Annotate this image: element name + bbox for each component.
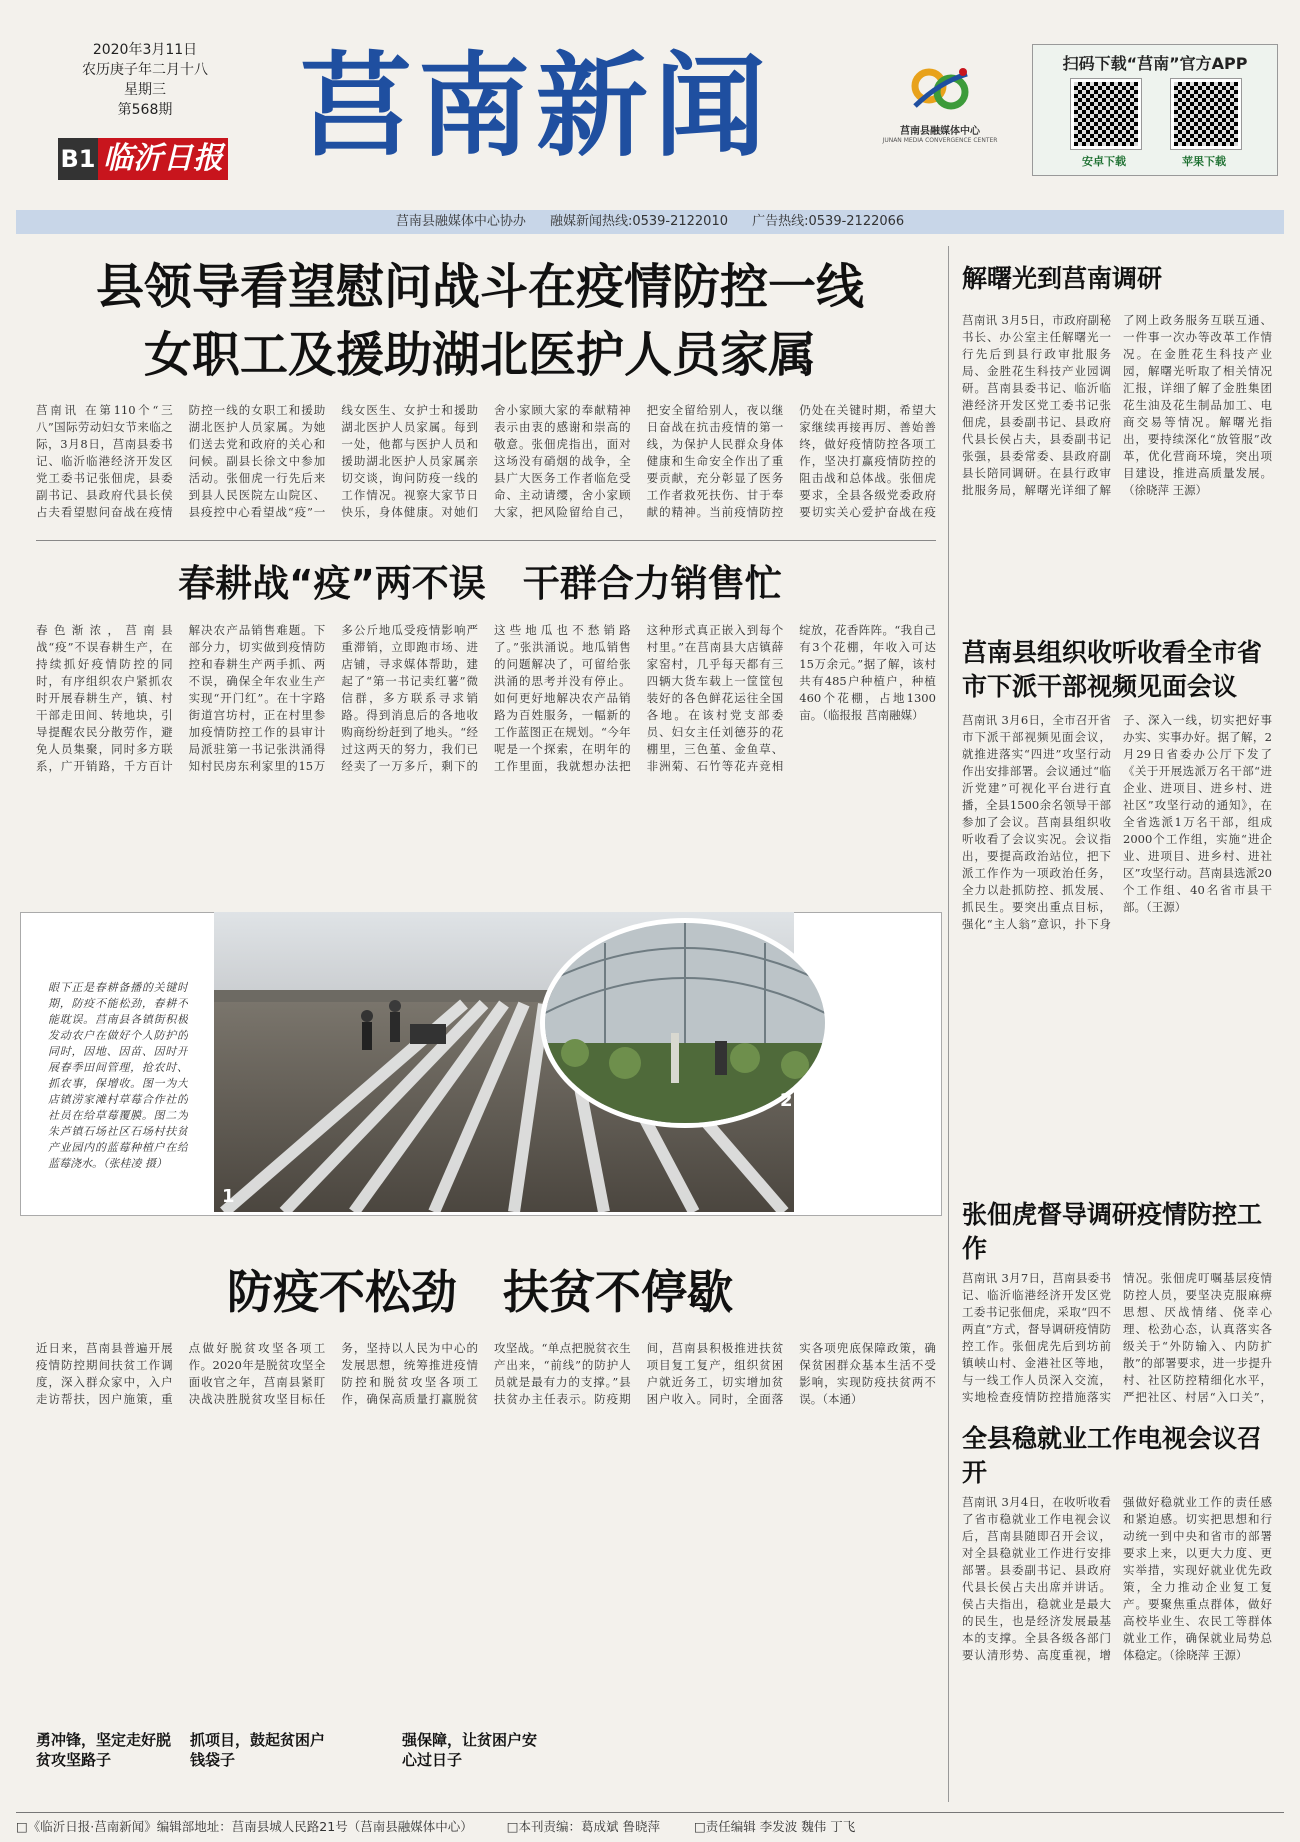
footer-proof: □责任编辑 李发波 魏伟 丁飞 — [693, 1819, 856, 1834]
lead-headline-2: 女职工及援助湖北医护人员家属 — [143, 327, 816, 383]
page-footer — [16, 1812, 1284, 1837]
footer-address: □《临沂日报·莒南新闻》编辑部地址：莒南县城人民路21号（莒南县融媒体中心） — [16, 1819, 473, 1834]
sidebar-article-4-body: 莒南讯 3月4日，在收听收看了省市稳就业工作电视会议后，莒南县随即召开会议，对全县稳就业工作进行安排部署。县委副书记、县政府代县长侯占夫出席并讲话。侯占夫指出，稳就业是最大的民生，也是经济发展最基本的支撑。全县各级各部门要认清形势、高度重视，增强做好稳就业工作的责任感和紧迫感。切实把思想和行动统一到中央和省市的部署要求上来，以更大力度、更实举措，实现好就业优先政策，全力推动企业复工复产。要聚焦重点群体，做好高校毕业生、农民工等群体就业工作，确保就业局势总体稳定。（徐晓萍 王源） — [962, 1495, 1272, 1662]
media-center-logo — [880, 62, 1000, 144]
sidebar-article-1-body: 莒南讯 3月5日，市政府副秘书长、办公室主任解曙光一行先后到县行政审批服务局、金胜花生科技产业园调研。莒南县委书记、临沂临港经济开发区党工委书记张佃虎，县委副书记、县政府代县长侯占夫，县委副书记张强，县委常委、县政府副县长陪同调研。在县行政审批服务局，解曙光详细了解了网上政务服务互联互通、一件事一次办等改革工作情况。在金胜花生科技产业园，解曙光听取了相关情况汇报，详细了解了金胜集团花生油及花生制品加工、电商交易等情况。解曙光指出，要持续深化“放管服”改革，优化营商环境，突出项目建设，推进高质量发展。（徐晓萍 王源） — [962, 313, 1272, 497]
page-title: 莒南新闻 — [300, 42, 772, 172]
footer-editors: □本刊责编：葛成斌 鲁晓萍 — [506, 1819, 660, 1834]
ios-qr-code-icon[interactable] — [1171, 79, 1241, 149]
photo-2-label: 2 — [780, 1090, 793, 1111]
poverty-article-body: 近日来，莒南县普遍开展疫情防控期间扶贫工作调度，深入群众家中，入户走访帮扶，因户施策，重点做好脱贫攻坚各项工作。2020年是脱贫攻坚全面收官之年，莒南县紧盯决战决胜脱贫攻坚目标任务，坚持以人民为中心的发展思想，统筹推进疫情防控和脱贫攻坚各项工作，确保高质量打赢脱贫攻坚战。“单点把脱贫衣生产出来，“前线”的防护人员就是最有力的支撑。”县扶贫办主任表示。防疫期间，莒南县积极推进扶贫项目复工复产，组织贫困户就近务工，切实增加贫困户收入。同时，全面落实各项兜底保障政策，确保贫困群众基本生活不受影响，实现防疫扶贫两不误。（本通） — [36, 1341, 936, 1406]
paper-logo: 临沂日报 — [98, 138, 228, 180]
issue-number: 第568期 — [117, 102, 173, 118]
sidebar-article-3-title: 张佃虎督导调研疫情防控工作 — [962, 1200, 1263, 1263]
section-label: B1 — [58, 138, 98, 180]
spring-article-body: 春色渐浓，莒南县战“疫”不误春耕生产，在持续抓好疫情防控的同时，有序组织农户紧抓农时开展春耕生产，镇、村干部走田间、转地块，引导提醒农民分散劳作，避免人员集聚，同时多方联系，广开销路，千方百计解决农产品销售难题。下部分力，切实做到疫情防控和春耕生产两手抓、两不误，确保全年农业生产实现“开门红”。在十字路街道宫坊村，正在村里参加疫情防控工作的县审计局派驻第一书记张洪涌得知村民房东利家里的15万多公斤地瓜受疫情影响严重滞销，立即跑市场、进店铺，寻求媒体帮助，建起了“第一书记卖红薯”微信群，多方联系寻求销路。得到消息后的各地收购商纷纷赶到了地头。“经过这两天的努力，我们已经卖了一万多斤，剩下的这些地瓜也不愁销路了。”张洪涌说。地瓜销售的问题解决了，可留给张洪涌的思考并没有停止。如何更好地解决农产品销路为百姓服务，一幅新的工作蓝图正在规划。“今年呢是一个探索，在明年的工作里面，我就想办法把这种形式真正嵌入到每个村里。”在莒南县大店镇薛家窑村，几乎每天都有三四辆大货车载上一筐筐包装好的各色鲜花运往全国各地。在该村党支部委员、妇女主任刘德芬的花棚里，三色堇、金鱼草、非洲菊、石竹等花卉竞相绽放，花香阵阵。“我自己有3个花棚，年收入可达15万余元。”据了解，该村共有485户种植户，种植460个花棚，占地1300亩。（临报报 莒南融媒） — [36, 623, 936, 773]
media-center-emblem-icon — [905, 62, 975, 118]
sidebar-divider — [948, 246, 949, 1802]
sidebar-article-1-title: 解曙光到莒南调研 — [962, 264, 1163, 293]
masthead-date-block — [70, 40, 220, 120]
lunar-date: 农历庚子年二月十八 — [82, 62, 208, 78]
lead-headline-1: 县领导看望慰问战斗在疫情防控一线 — [95, 259, 864, 315]
poverty-subhead-1: 勇冲锋，坚定走好脱贫攻坚路子 — [36, 1731, 172, 1769]
spring-headline: 春耕战“疫”两不误 干群合力销售忙 — [178, 562, 782, 605]
android-qr-code-icon[interactable] — [1071, 79, 1141, 149]
app-download-title: 扫码下载“莒南”官方APP — [1062, 54, 1248, 73]
poverty-headline: 防疫不松劲 扶贫不停歇 — [227, 1265, 733, 1319]
poverty-subhead-2: 强保障，让贫困户安心过日子 — [402, 1731, 538, 1769]
sidebar-article-2-body: 莒南讯 3月6日，全市召开省市下派干部视频见面会议，就推进落实“四进”攻坚行动作出安排部署。会议通过“临沂党建”可视化平台进行直播，全县1500余名领导干部参加了会议。莒南县组织收听收看了会议实况。会议指出，要提高政治站位，把下派工作作为一项政治任务，全力以赴抓防控、抓发展、抓民生。要突出重点目标，强化“主人翁”意识，扑下身子、深入一线，切实把好事办实、实事办好。据了解，2月29日省委办公厅下发了《关于开展选派万名干部“进企业、进项目、进乡村、进社区”攻坚行动的通知》，在全省选派1万名干部，组成2000个工作组，实施“进企业、进项目、进乡村、进社区”攻坚行动。莒南县选派20个工作组、40名省市县干部。（王源） — [962, 713, 1272, 931]
weekday: 星期三 — [124, 82, 166, 98]
media-center-en: JUNAN MEDIA CONVERGENCE CENTER — [882, 137, 998, 144]
issue-date: 2020年3月11日 — [92, 42, 198, 58]
poverty-subhead-3: 抓项目，鼓起贫困户钱袋子 — [190, 1731, 326, 1769]
sidebar-article-3-body: 莒南讯 3月7日，莒南县委书记、临沂临港经济开发区党工委书记张佃虎，采取“四不两直”方式，督导调研疫情防控工作。张佃虎先后到坊前镇峡山村、金港社区等地，与一线工作人员深入交流，实地检查疫情防控措施落实情况。张佃虎叮嘱基层疫情防控人员，要坚决克服麻痹思想、厌战情绪、侥幸心理、松劲心态，认真落实各级关于“外防输入、内防扩散”的部署要求，进一步提升村、社区防控精细化水平，严把社区、村居“入口关”， — [962, 1271, 1272, 1404]
sidebar-article-4-title: 全县稳就业工作电视会议召开 — [962, 1424, 1263, 1487]
photo-1-label: 1 — [222, 1186, 235, 1207]
ios-download-label: 苹果下载 — [1182, 155, 1226, 168]
media-center-name: 莒南县融媒体中心 — [900, 126, 980, 137]
lead-article-body: 莒南讯 在第110个“三八”国际劳动妇女节来临之际，3月8日，莒南县委书记、临沂临港经济开发区党工委书记张佃虎，县委副书记、县政府代县长侯占夫看望慰问奋战在疫情防控一线的女职工和援助湖北医护人员家属。为她们送去党和政府的关心和问候。副县长徐文中参加活动。张佃虎一行先后来到县人民医院左山院区、县疫控中心看望战“疫”一线女医生、女护士和援助湖北医护人员家属。每到一处，他都与医护人员和援助湖北医护人员家属亲切交谈，询问防疫一线的工作情况。视察大家节日快乐，身体健康。对她们舍小家顾大家的奉献精神表示由衷的感谢和崇高的敬意。张佃虎指出，面对这场没有硝烟的战争，全县广大医务工作者临危受命、主动请缨，舍小家顾大家，把风险留给自己，把安全留给别人，夜以继日奋战在抗击疫情的第一线，为保护人民群众身体健康和生命安全作出了重要贡献，充分彰显了医务工作者救死扶伤、甘于奉献的精神。当前疫情防控仍处在关键时期，希望大家继续再接再厉、善始善终，做好疫情防控各项工作，坚决打赢疫情防控的阻击战和总体战。张佃虎要求，全县各级党委政府要切实关心爱护奋战在疫 — [36, 403, 936, 519]
app-download-box — [1032, 44, 1278, 176]
sidebar-article-2-title: 莒南县组织收听收看全市省市下派干部视频见面会议 — [962, 638, 1263, 701]
android-download-label: 安卓下载 — [1082, 155, 1126, 168]
info-bar: 莒南县融媒体中心协办 融媒新闻热线:0539-2122010 广告热线:0539-2122066 — [16, 210, 1284, 234]
photo-caption: 眼下正是春耕备播的关键时期，防疫不能松劲，春耕不能耽误。莒南县各镇街积极发动农户在做好个人防护的同时，因地、因苗、因时开展春季田间管理，抢农时、抓农事，保增收。图一为大店镇涝家滩村草莓合作社的社员在给草莓覆膜。图二为朱芦镇石场社区石场村扶贫产业园内的蓝莓种植户在给蓝莓浇水。（张桂凌 摄） — [48, 981, 188, 1170]
divider — [36, 540, 936, 541]
